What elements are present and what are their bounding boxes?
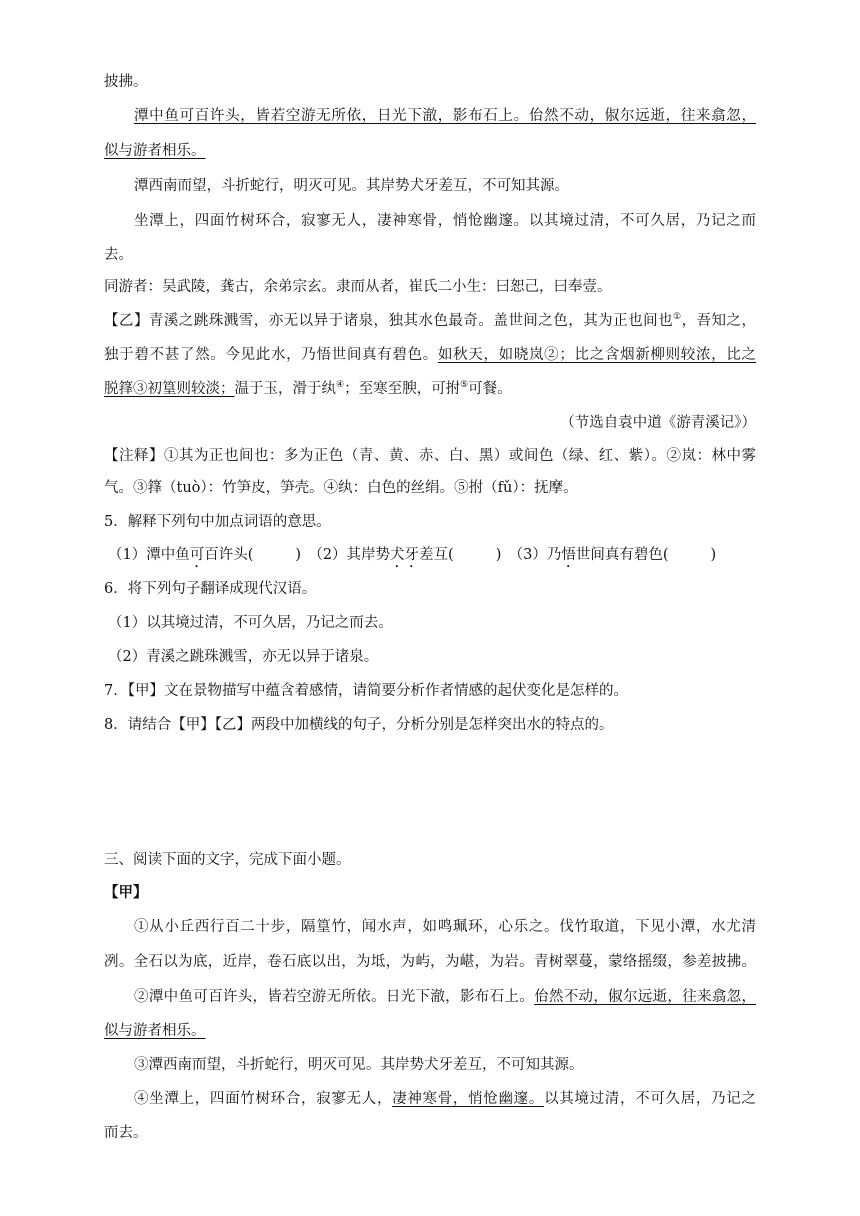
text-span: ②潭中鱼可百许头，皆若空游无所依。日光下澈，影布石上。 bbox=[134, 989, 535, 1005]
passage-jia-line bbox=[134, 987, 756, 1007]
footnote-mark: ④ bbox=[336, 380, 345, 391]
passage-jia-line: 冽。全石以为底，近岸，卷石底以出，为坻，为屿，为嵁，为岩。青树翠蔓，蒙络摇缀，参差披拂。 bbox=[104, 954, 756, 970]
passage-jia-line bbox=[134, 1089, 756, 1109]
text-span: 差互( bbox=[419, 547, 454, 563]
question-6-item: （2）青溪之跳珠溅雪，亦无以异于诸泉。 bbox=[108, 649, 379, 665]
passage-label: 【甲】 bbox=[104, 884, 148, 901]
text-span: 可餐。 bbox=[468, 381, 512, 397]
text-span: ) bbox=[710, 547, 717, 563]
text-span: ，吾知之， bbox=[681, 313, 756, 329]
passage-yi-line bbox=[104, 379, 756, 399]
annotation-line: 气。③箨（tuò）：竹笋皮，笋壳。④纨：白色的丝绢。⑤拊（fǔ）：抚摩。 bbox=[104, 480, 578, 496]
text-line: 潭西南而望，斗折蛇行，明灭可见。其岸势犬牙差互，不可知其源。 bbox=[134, 178, 569, 194]
text-span: ；至寒至腴，可拊 bbox=[344, 381, 461, 397]
underlined-sentence: 似与游者相乐。 bbox=[104, 143, 206, 159]
text-span: 温于玉，滑于纨 bbox=[234, 381, 336, 397]
question-6: 6．将下列句子翻译成现代汉语。 bbox=[104, 581, 317, 597]
footnote-mark: ① bbox=[673, 312, 682, 323]
underlined-sentence: 潭中鱼可百许头，皆若空游无所依，日光下澈，影布石上。佁然不动，俶尔远逝，往来翕忽， bbox=[134, 108, 756, 124]
source-citation: （节选自袁中道《游青溪记》） bbox=[560, 415, 756, 431]
passage-jia-line: 而去。 bbox=[104, 1125, 148, 1141]
footnote-mark: ⑤ bbox=[460, 380, 469, 391]
dotted-word: 悟 bbox=[561, 547, 576, 563]
text-span: 以其境过清，不可久居，乃记之 bbox=[544, 1091, 756, 1107]
text-span: ) （2）其岸势 bbox=[295, 547, 391, 563]
underlined-sentence: 脱箨③初篁则较淡； bbox=[104, 381, 235, 397]
passage-yi-line bbox=[104, 311, 756, 331]
question-5: 5．解释下列句中加点词语的意思。 bbox=[104, 514, 331, 530]
text-span: ④坐潭上，四面竹树环合，寂寥无人， bbox=[134, 1091, 393, 1107]
passage-jia-line: ③潭西南而望，斗折蛇行，明灭可见。其岸势犬牙差互，不可知其源。 bbox=[134, 1057, 584, 1073]
underlined-sentence: 似与游者相乐。 bbox=[104, 1023, 206, 1039]
dotted-word: 犬牙 bbox=[390, 547, 420, 563]
text-span: （1）潭中鱼 bbox=[108, 547, 190, 563]
text-span: ) （3）乃 bbox=[495, 547, 562, 563]
text-span: 世间真有碧色( bbox=[575, 547, 669, 563]
annotation-line: 【注释】①其为正也间也：多为正色（青、黄、赤、白、黑）或间色（绿、红、紫）。②岚：林中雾 bbox=[104, 448, 756, 464]
text-line: 披拂。 bbox=[104, 74, 148, 90]
question-8: 8．请结合【甲】【乙】两段中加横线的句子，分析分别是怎样突出水的特点的。 bbox=[104, 717, 614, 733]
passage-yi-line bbox=[104, 345, 756, 365]
text-span: 百许头( bbox=[204, 547, 254, 563]
question-5-items bbox=[108, 545, 760, 571]
underlined-sentence: 如秋天，如晓岚②；比之含烟新柳则较浓，比之 bbox=[437, 347, 757, 363]
passage-jia-line: ①从小丘西行百二十步，隔篁竹，闻水声，如鸣珮环，心乐之。伐竹取道，下见小潭，水尤清 bbox=[134, 919, 756, 935]
text-line: 同游者：吴武陵，龚古，余弟宗玄。隶而从者，崔氏二小生：曰恕己，曰奉壹。 bbox=[104, 279, 612, 295]
underlined-sentence: 佁然不动，俶尔远逝，往来翕忽， bbox=[534, 989, 757, 1005]
section-heading: 三、阅读下面的文字，完成下面小题。 bbox=[104, 852, 351, 868]
text-span: 独于碧不甚了然。今见此水，乃悟世间真有碧色。 bbox=[104, 347, 438, 363]
question-6-item: （1）以其境过清，不可久居，乃记之而去。 bbox=[108, 615, 393, 631]
dotted-word: 可 bbox=[189, 547, 205, 563]
text-line: 去。 bbox=[104, 247, 133, 263]
underlined-sentence: 凄神寒骨，悄怆幽邃。 bbox=[392, 1091, 545, 1107]
text-line: 坐潭上，四面竹树环合，寂寥无人，凄神寒骨，悄怆幽邃。以其境过清，不可久居，乃记之而 bbox=[134, 213, 756, 229]
text-span: 【乙】青溪之跳珠溅雪，亦无以异于诸泉，独其水色最奇。盖世间之色，其为正也间也 bbox=[104, 313, 674, 329]
question-7: 7．【甲】文在景物描写中蕴含着感情，请简要分析作者情感的起伏变化是怎样的。 bbox=[104, 683, 628, 699]
